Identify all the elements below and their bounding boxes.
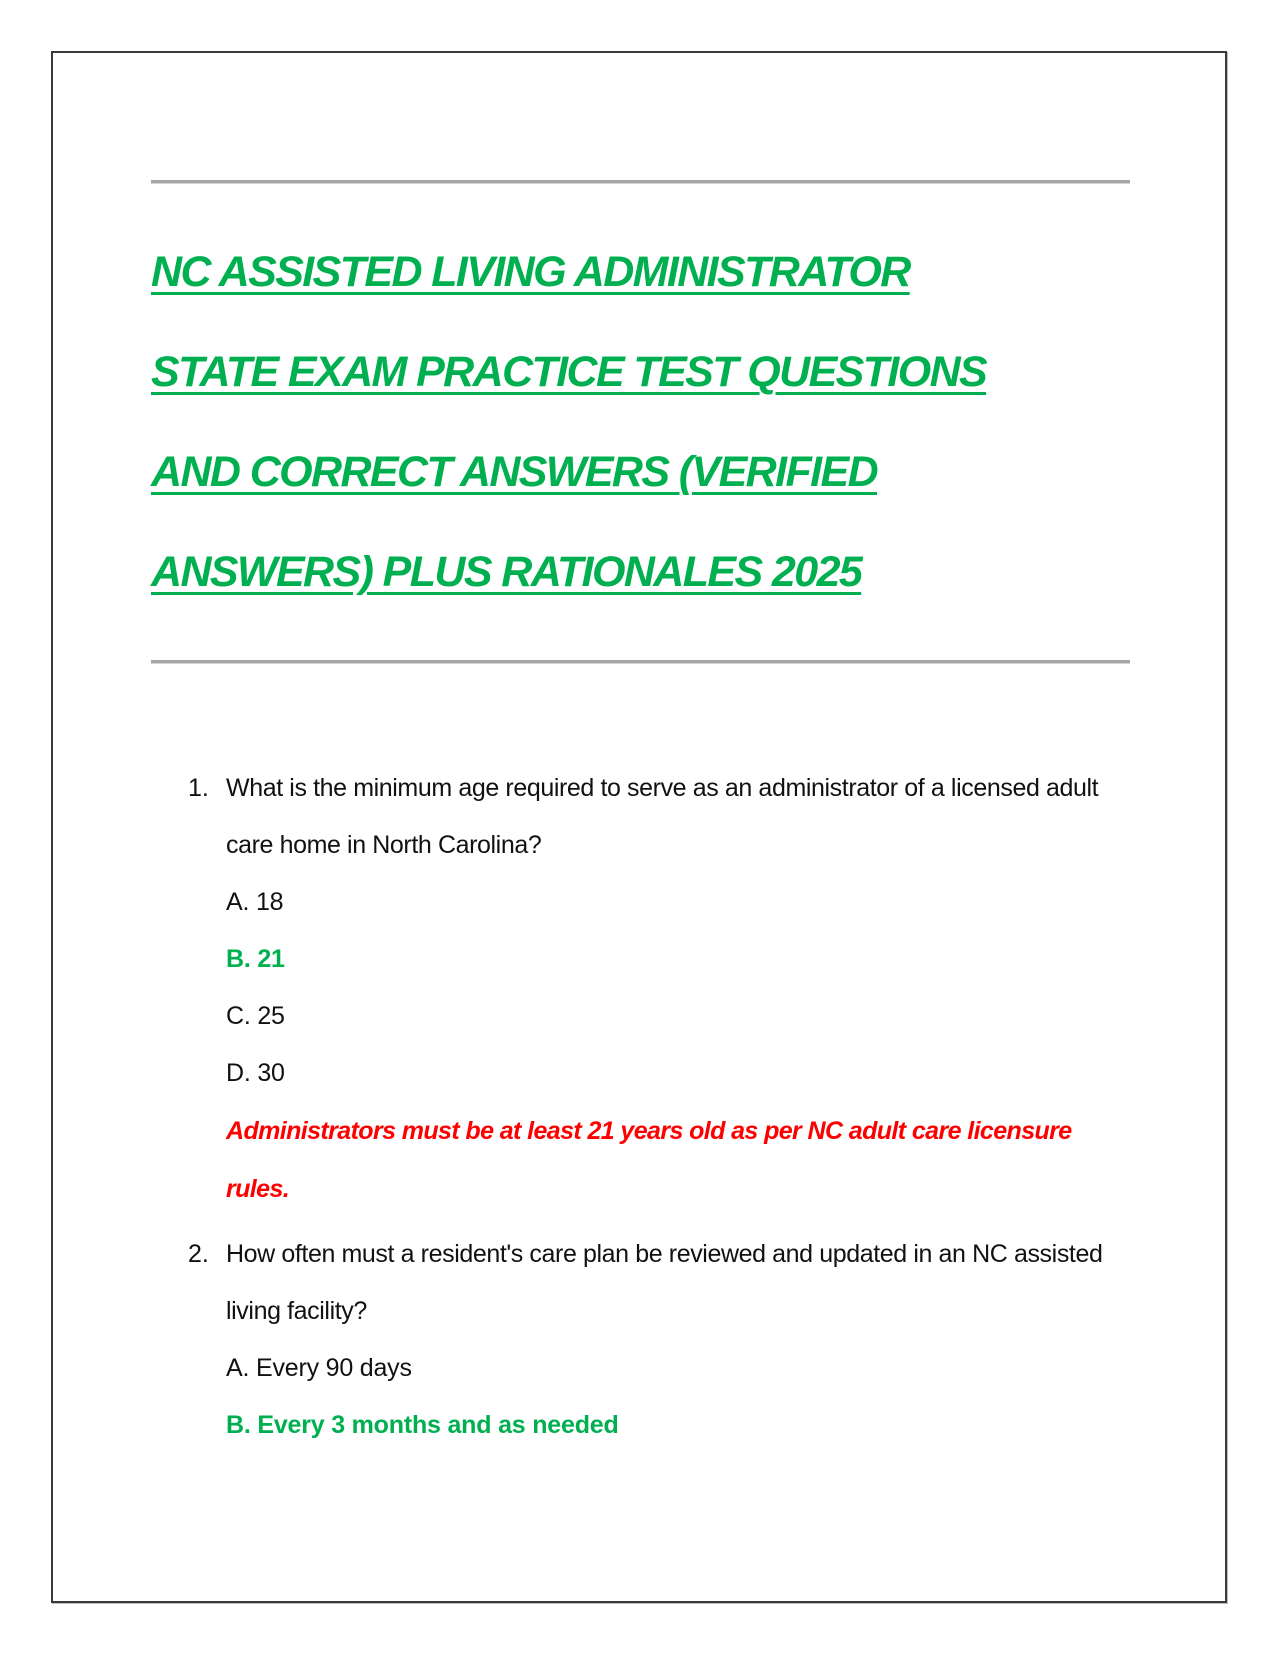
top-horizontal-rule bbox=[151, 180, 1130, 184]
question-number: 2. bbox=[188, 1240, 209, 1268]
question-list bbox=[188, 760, 1108, 1454]
answer-option-a: A. Every 90 days bbox=[226, 1354, 412, 1382]
answer-option-b-correct: B. 21 bbox=[226, 945, 285, 973]
answer-option-c: C. 25 bbox=[226, 1002, 285, 1030]
bottom-horizontal-rule bbox=[151, 660, 1130, 664]
title-line-3: AND CORRECT ANSWERS (VERIFIED bbox=[151, 448, 878, 496]
answer-option-a: A. 18 bbox=[226, 888, 284, 916]
title-line-2: STATE EXAM PRACTICE TEST QUESTIONS bbox=[151, 348, 987, 396]
answer-rationale: Administrators must be at least 21 years old as per NC adult care licensure rules. bbox=[226, 1117, 1072, 1203]
question-item-1 bbox=[188, 760, 1108, 1218]
title-line-1: NC ASSISTED LIVING ADMINISTRATOR bbox=[151, 248, 910, 296]
question-number: 1. bbox=[188, 774, 209, 802]
question-text: How often must a resident's care plan be reviewed and updated in an NC assisted living facility? bbox=[226, 1240, 1103, 1325]
question-item-2 bbox=[188, 1226, 1108, 1454]
title-line-4: ANSWERS) PLUS RATIONALES 2025 bbox=[151, 548, 862, 596]
answer-option-b-correct: B. Every 3 months and as needed bbox=[226, 1411, 619, 1439]
document-title bbox=[151, 222, 1141, 622]
answer-option-d: D. 30 bbox=[226, 1059, 285, 1087]
question-text: What is the minimum age required to serve as an administrator of a licensed adult care home in North Carolina? bbox=[226, 774, 1099, 859]
